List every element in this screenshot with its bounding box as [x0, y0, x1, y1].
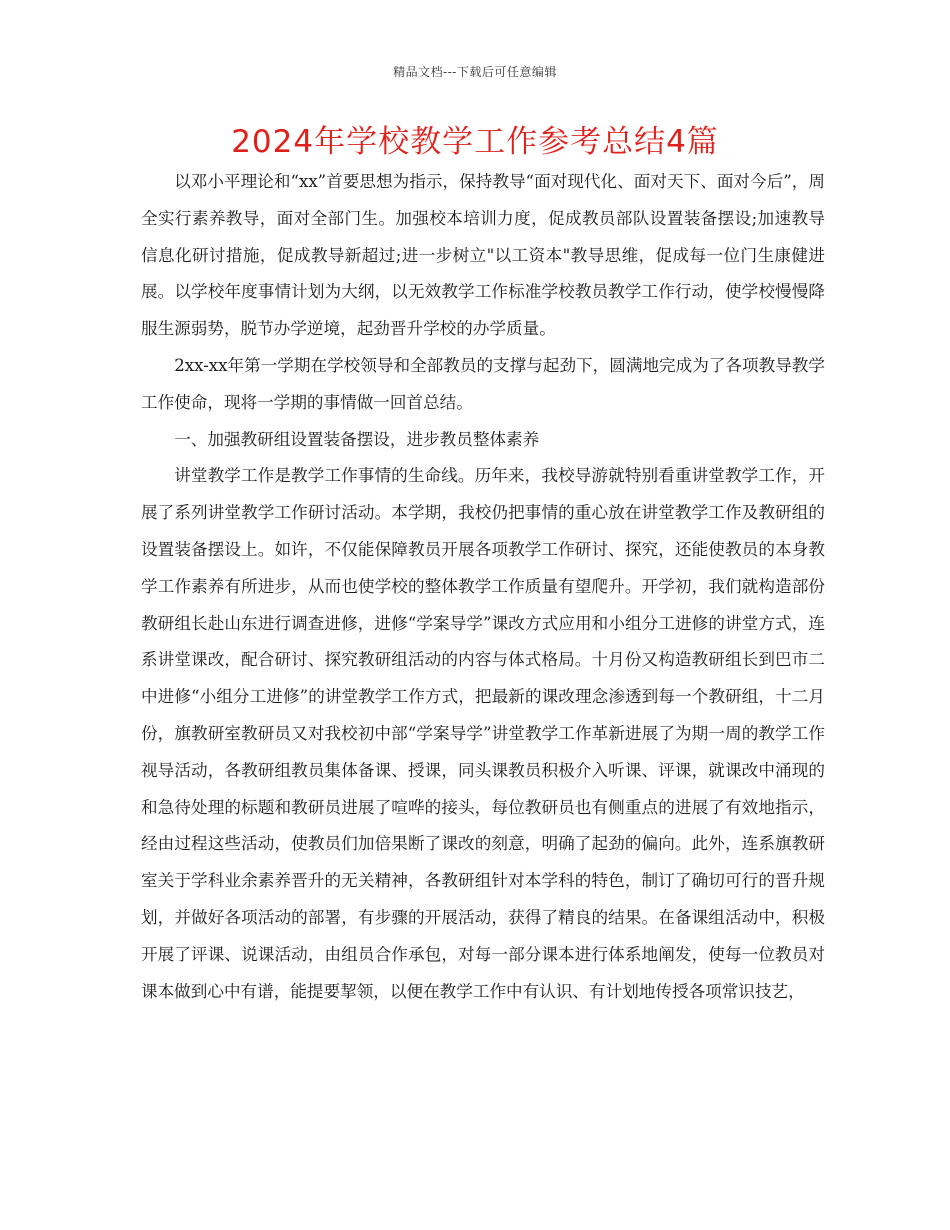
- header-note: 精品文档---下载后可任意编辑: [393, 65, 557, 79]
- paragraph-section-1: 讲堂教学工作是教学工作事情的生命线。历年来，我校导游就特别看重讲堂教学工作，开展了系列讲堂教学工作研讨活动。本学期，我校仍把事情的重心放在讲堂教学工作及教研组的设置装备摆设上。如许，不仅能保障教员开展各项教学工作研讨、探究，还能使教员的本身教学工作素养有所进步，从而也使学校的整体教学工作质量有望爬升。开学初，我们就构造部份教研组长赴山东进行调查进修，进修“学案导学”课改方式应用和小组分工进修的讲堂方式，连系讲堂课改，配合研讨、探究教研组活动的内容与体式格局。十月份又构造教研组长到巴市二中进修“小组分工进修”的讲堂教学工作方式，把最新的课改理念渗透到每一个教研组，十二月份，旗教研室教研员又对我校初中部“学案导学”讲堂教学工作革新进展了为期一周的教学工作视导活动，各教研组教员集体备课、授课，同头课教员积极介入听课、评课，就课改中涌现的和急待处理的标题和教研员进展了喧哗的接头，每位教研员也有侧重点的进展了有效地指示，经由过程这些活动，使教员们加倍果断了课改的刻意，明确了起劲的偏向。此外，连系旗教研室关于学科业余素养晋升的无关精神，各教研组针对本学科的特色，制订了确切可行的晋升规划，并做好各项活动的部署，有步骤的开展活动，获得了精良的结果。在备课组活动中，积极开展了评课、说课活动，由组员合作承包，对每一部分课本进行体系地阐发，使每一位教员对课本做到心中有谱，能提要挈领，以便在教学工作中有认识、有计划地传授各项常识技艺，: [141, 466, 825, 1001]
- paragraph-intro: 以邓小平理论和“xx”首要思想为指示，保持教导“面对现代化、面对天下、面对今后”，周全实行素养教导，面对全部门生。加强校本培训力度，促成教员部队设置装备摆设;加速教导信息化研讨措施，促成教导新超过;进一步树立"以工资本"教导思维，促成每一位门生康健进展。以学校年度事情计划为大纲，以无效教学工作标准学校教员教学工作行动，使学校慢慢降服生源弱势，脱节办学逆境，起劲晋升学校的办学质量。: [141, 172, 825, 339]
- section-heading-1: 一、加强教研组设置装备摆设，进步教员整体素养: [174, 429, 540, 449]
- document-title: 2024年学校教学工作参考总结4篇: [231, 124, 719, 160]
- document-body: [141, 164, 825, 1010]
- paragraph-summary: 2xx-xx年第一学期在学校领导和全部教员的支撑与起劲下，圆满地完成为了各项教导教学工作使命，现将一学期的事情做一回首总结。: [141, 355, 825, 412]
